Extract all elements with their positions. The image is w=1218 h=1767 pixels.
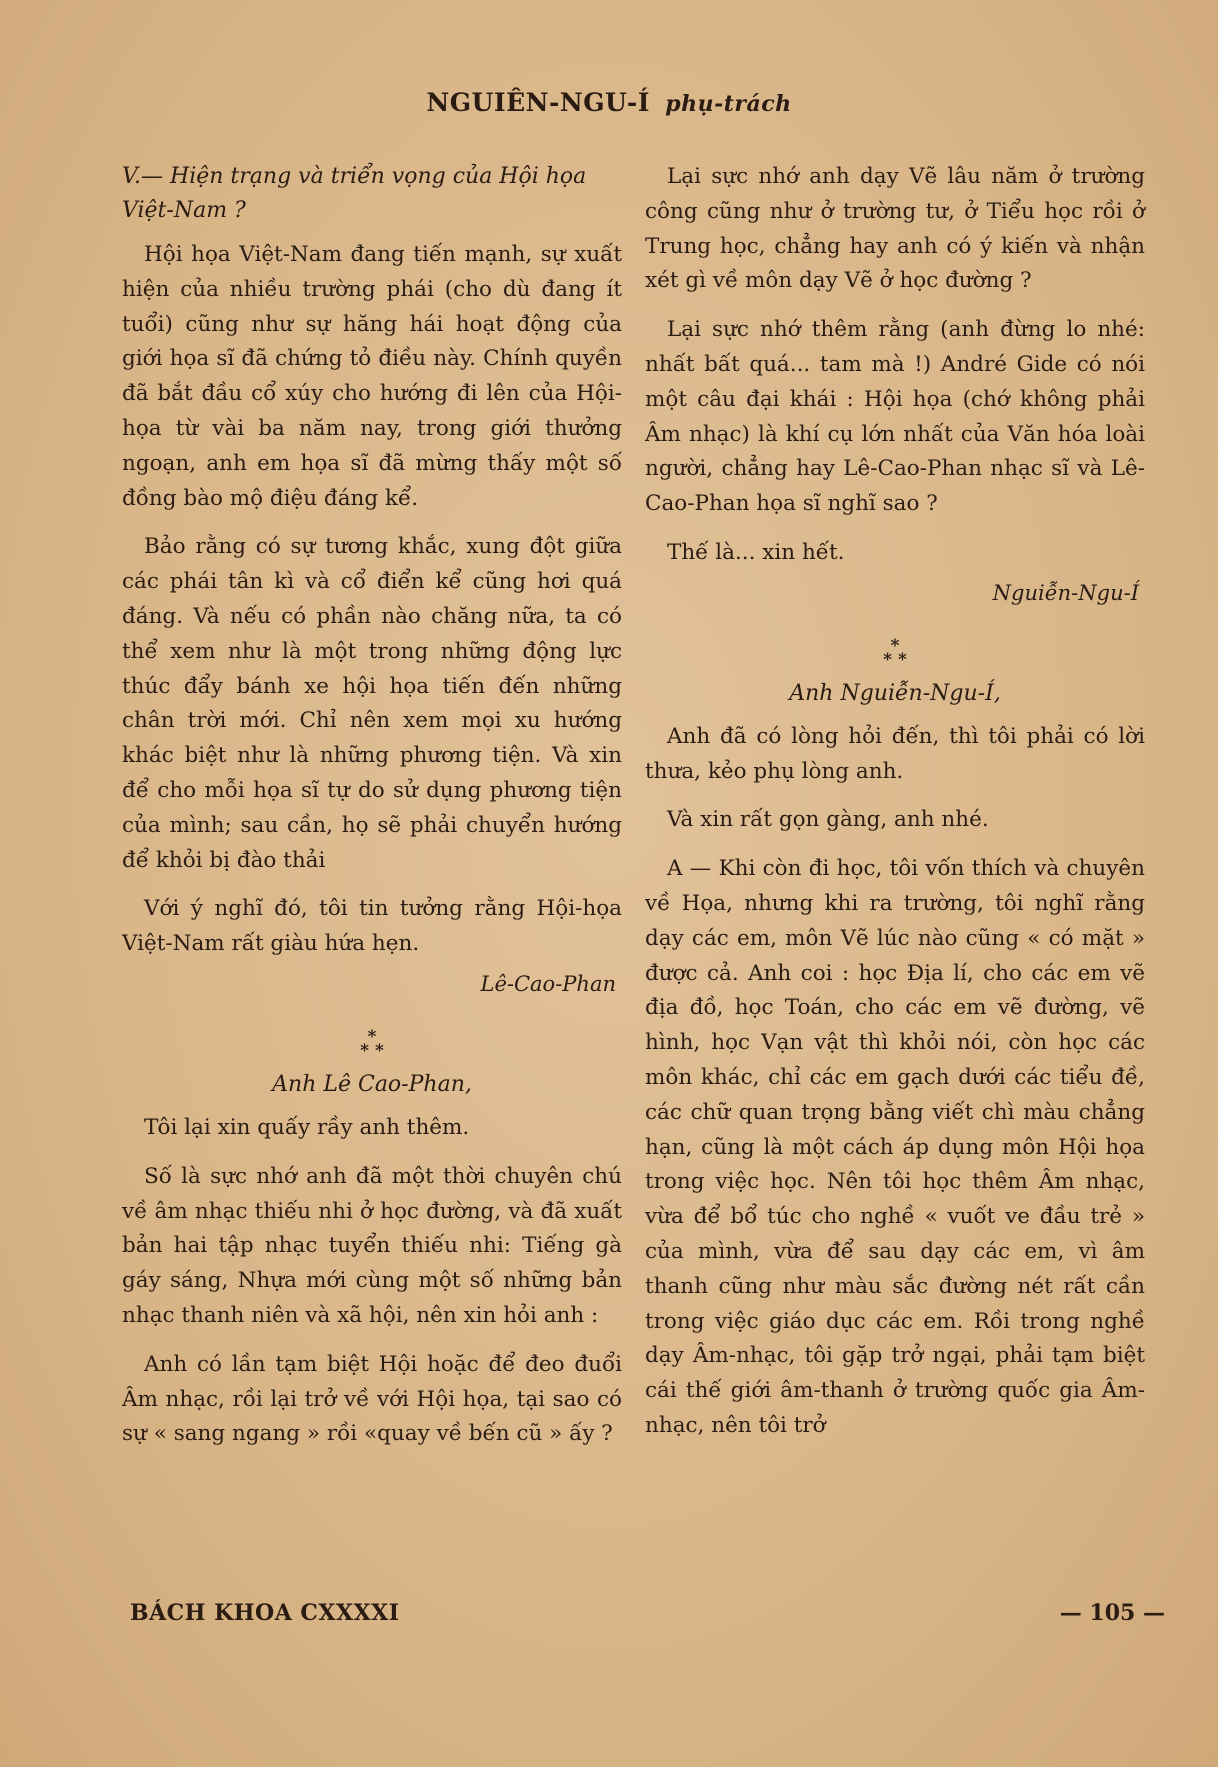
star-top: * <box>890 635 900 656</box>
paragraph: Thế là... xin hết. <box>667 539 845 565</box>
salutation: Anh Nguiễn-Ngu-Í, <box>789 680 1001 706</box>
left-column <box>122 160 622 1466</box>
paragraph: Tôi lại xin quấy rầy anh thêm. <box>144 1114 470 1140</box>
section-divider-stars <box>122 1026 622 1061</box>
header-role: phụ-trách <box>665 91 792 117</box>
page-number: — 105 — <box>1059 1600 1165 1626</box>
paragraph: Số là sực nhớ anh đã một thời chuyên chú về âm nhạc thiếu nhi ở học đường, và đã xuất bản hai tập nhạc tuyển thiếu nhi: Tiếng gà gáy sáng, Nhựa mới cùng một số những bản nhạc thanh niên và xã hội, nên xin hỏi anh : <box>122 1163 622 1328</box>
paragraph: Và xin rất gọn gàng, anh nhé. <box>667 807 989 833</box>
paragraph: Anh có lần tạm biệt Hội hoặc để đeo đuổi Âm nhạc, rồi lại trở về với Hội họa, tại sao có sự « sang ngang » rồi «quay về bến cũ » ấy ? <box>122 1351 622 1447</box>
section-heading: V.— Hiện trạng và triển vọng của Hội họa Việt-Nam ? <box>122 164 587 223</box>
star-right: * <box>374 1040 384 1061</box>
paragraph: Với ý nghĩ đó, tôi tin tưởng rằng Hội-họa Việt-Nam rất giàu hứa hẹn. <box>122 896 622 957</box>
section-divider-stars <box>645 635 1145 670</box>
paragraph: Hội họa Việt-Nam đang tiến mạnh, sự xuất hiện của nhiều trường phái (cho dù đang ít tuổi) cũng như sự hăng hái hoạt động của giới họa sĩ đã chứng tỏ điều này. Chính quyền đã bắt đầu cổ xúy cho hướng đi lên của Hội-họa từ vài ba năm nay, trong giới thưởng ngoạn, anh em họa sĩ đã mừng thấy một số đồng bào mộ điệu đáng kể. <box>122 242 622 511</box>
right-column <box>645 160 1145 1458</box>
paragraph: Lại sực nhớ anh dạy Vẽ lâu năm ở trường công cũng như ở trường tư, ở Tiểu học rồi ở Trung học, chẳng hay anh có ý kiến và nhận xét gì về môn dạy Vẽ ở học đường ? <box>645 164 1145 294</box>
salutation: Anh Lê Cao-Phan, <box>272 1071 472 1097</box>
star-left: * <box>360 1040 370 1061</box>
star-top: * <box>367 1026 377 1047</box>
star-right: * <box>897 649 907 670</box>
header-author: NGUIÊN-NGU-Í <box>426 88 650 117</box>
star-left: * <box>883 649 893 670</box>
signature: Lê-Cao-Phan <box>480 971 616 996</box>
paragraph: A — Khi còn đi học, tôi vốn thích và chuyên về Họa, nhưng khi ra trường, tôi nghĩ rằng dạy các em, môn Vẽ lúc nào cũng « có mặt » được cả. Anh coi : học Địa lí, cho các em vẽ địa đồ, học Toán, cho các em vẽ đường, vẽ hình, học Vạn vật thì khỏi nói, còn học các môn khác, chỉ các em gạch dưới các tiểu đề, các chữ quan trọng bằng viết chì màu chẳng hạn, cũng là một cách áp dụng môn Hội họa trong việc học. Nên tôi học thêm Âm nhạc, vừa để bổ túc cho nghề « vuốt ve đầu trẻ » của mình, vừa để sau dạy các em, vì âm thanh cũng như màu sắc đường nét rất cần trong việc giáo dục các em. Rồi trong nghề dạy Âm-nhạc, tôi gặp trở ngại, phải tạm biệt cái thế giới âm-thanh ở trường quốc gia Âm-nhạc, nên tôi trở <box>645 856 1145 1438</box>
page-header <box>0 88 1218 117</box>
magazine-name: BÁCH KHOA CXXXXI <box>130 1600 400 1626</box>
paragraph: Anh đã có lòng hỏi đến, thì tôi phải có lời thưa, kẻo phụ lòng anh. <box>645 723 1145 784</box>
paragraph: Lại sực nhớ thêm rằng (anh đừng lo nhé: nhất bất quá... tam mà !) André Gide có nói một câu đại khái : Hội họa (chớ không phải Âm nhạc) là khí cụ lớn nhất của Văn hóa loài người, chẳng hay Lê-Cao-Phan nhạc sĩ và Lê-Cao-Phan họa sĩ nghĩ sao ? <box>645 317 1145 517</box>
paragraph: Bảo rằng có sự tương khắc, xung đột giữa các phái tân kì và cổ điển kể cũng hơi quá đáng. Và nếu có phần nào chăng nữa, ta có thể xem như là một trong những động lực thúc đẩy bánh xe hội họa tiến đến những chân trời mới. Chỉ nên xem mọi xu hướng khác biệt như là những phương tiện. Và xin để cho mỗi họa sĩ tự do sử dụng phương tiện của mình; sau cần, họ sẽ phải chuyển hướng để khỏi bị đào thải <box>122 534 622 873</box>
signature: Nguiễn-Ngu-Í <box>992 580 1139 605</box>
